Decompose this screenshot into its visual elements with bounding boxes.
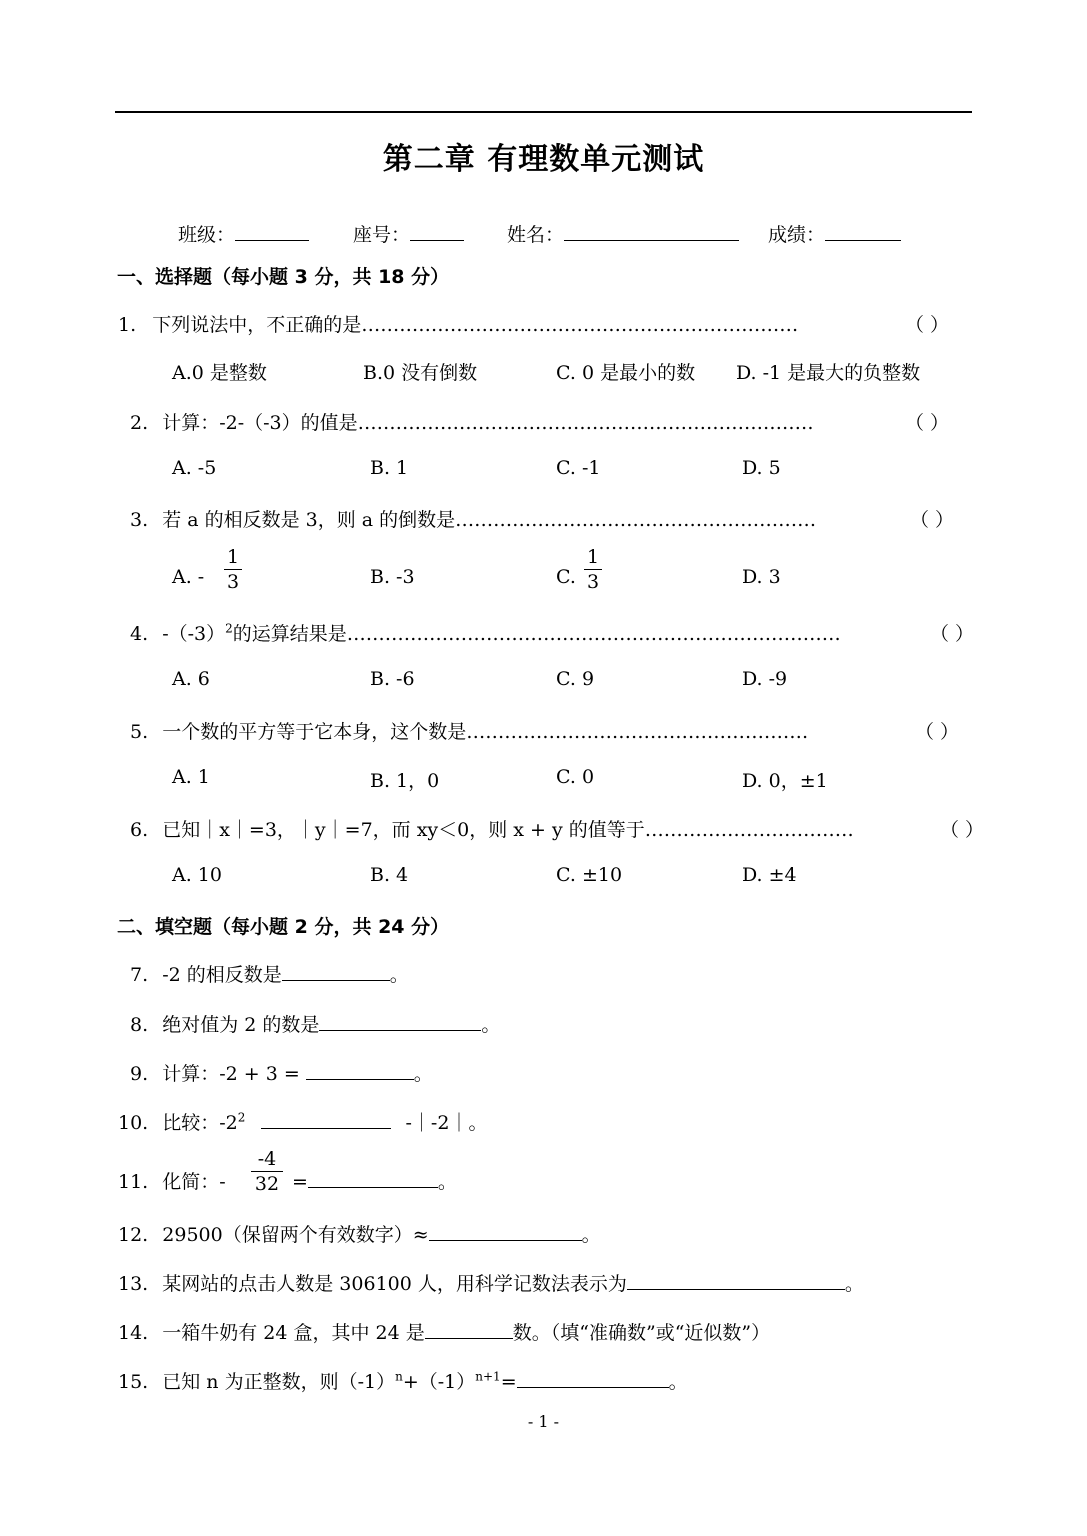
- option-c[interactable]: C.: [556, 566, 576, 588]
- question-10: [118, 1108, 487, 1135]
- question-end: 。: [581, 1224, 601, 1246]
- option-b[interactable]: B. 4: [370, 864, 409, 886]
- question-7: [130, 960, 409, 987]
- fraction-bar: [251, 1171, 283, 1172]
- page-number: - 1 -: [527, 1412, 560, 1431]
- score-label: 成绩：: [768, 224, 826, 246]
- question-text: 已知｜x｜=3，｜y｜=7，而 xy＜0，则 x + y 的值等于……………………………: [162, 819, 854, 841]
- name-label: 姓名：: [507, 224, 565, 246]
- exponent: n+1: [475, 1369, 501, 1384]
- class-blank[interactable]: [235, 222, 309, 241]
- top-rule: [115, 111, 972, 113]
- option-d[interactable]: D. 3: [742, 566, 781, 588]
- question-14: [118, 1318, 770, 1345]
- equals-sign: =: [292, 1171, 308, 1193]
- question-text-mid: +（-1）: [402, 1371, 476, 1393]
- answer-blank[interactable]: [282, 962, 390, 981]
- question-text: 计算：-2 + 3 =: [162, 1063, 306, 1085]
- question-number: 10.: [118, 1112, 149, 1134]
- option-d[interactable]: D. 0，±1: [742, 770, 828, 792]
- answer-blank[interactable]: [429, 1222, 582, 1241]
- question-end: 。: [481, 1014, 501, 1036]
- seat-blank[interactable]: [410, 222, 464, 241]
- answer-paren[interactable]: （ ）: [915, 721, 960, 743]
- question-1: [118, 310, 798, 337]
- question-number: 6.: [130, 819, 149, 841]
- question-text: 比较：-2: [162, 1112, 238, 1134]
- option-a-fraction: [224, 546, 242, 593]
- option-a[interactable]: A. 1: [172, 766, 210, 788]
- question-number: 14.: [118, 1322, 149, 1344]
- question-number: 2.: [130, 412, 149, 434]
- answer-paren[interactable]: （ ）: [910, 509, 955, 531]
- score-field: [768, 220, 901, 247]
- question-13: [118, 1269, 864, 1296]
- question-text: 某网站的点击人数是 306100 人，用科学记数法表示为: [162, 1273, 627, 1295]
- question-text: 下列说法中，不正确的是……………………………………………………………: [152, 314, 799, 336]
- fraction-bar: [224, 569, 242, 570]
- option-c[interactable]: C. ±10: [556, 864, 623, 886]
- section-heading-choice: 一、选择题（每小题 3 分，共 18 分）: [117, 266, 450, 288]
- question-number: 3.: [130, 509, 149, 531]
- answer-paren[interactable]: （ ）: [905, 314, 950, 336]
- question-15: [118, 1367, 688, 1394]
- question-text: 绝对值为 2 的数是: [162, 1014, 320, 1036]
- question-number: 11.: [118, 1171, 149, 1193]
- question-text: 一个数的平方等于它本身，这个数是………………………………………………: [162, 721, 809, 743]
- question-6: [130, 815, 854, 842]
- question-text: 计算：-2-（-3）的值是………………………………………………………………: [162, 412, 814, 434]
- question-text: 一箱牛奶有 24 盒，其中 24 是: [162, 1322, 425, 1344]
- section-heading-fill: 二、填空题（每小题 2 分，共 24 分）: [117, 916, 450, 938]
- question-number: 5.: [130, 721, 149, 743]
- option-c[interactable]: C. 9: [556, 668, 595, 690]
- score-blank[interactable]: [825, 222, 901, 241]
- class-label: 班级：: [178, 224, 236, 246]
- option-b[interactable]: B.0 没有倒数: [363, 362, 478, 384]
- option-c-fraction: [584, 546, 602, 593]
- answer-blank[interactable]: [319, 1012, 481, 1031]
- option-c[interactable]: C. 0: [556, 766, 595, 788]
- option-a[interactable]: A. -5: [172, 457, 217, 479]
- seat-label: 座号：: [353, 224, 411, 246]
- question-text: -2 的相反数是: [162, 964, 282, 986]
- answer-blank[interactable]: [627, 1271, 845, 1290]
- seat-field: [353, 220, 464, 247]
- question-text: 29500（保留两个有效数字）≈: [162, 1224, 429, 1246]
- question-text-post: 的运算结果是……………………………………………………………………: [232, 623, 841, 645]
- answer-blank[interactable]: [306, 1061, 414, 1080]
- question-end: 数。（填“准确数”或“近似数”）: [512, 1322, 771, 1344]
- fraction-bar: [584, 569, 602, 570]
- option-d[interactable]: D. -9: [742, 668, 788, 690]
- option-d[interactable]: D. ±4: [742, 864, 797, 886]
- question-end: 。: [389, 964, 409, 986]
- question-3: [130, 505, 816, 532]
- question-11: [118, 1167, 226, 1194]
- question-number: 15.: [118, 1371, 149, 1393]
- exponent: n: [395, 1369, 403, 1384]
- question-end: 。: [844, 1273, 864, 1295]
- question-2: [130, 408, 814, 435]
- fraction-numerator: -4: [257, 1148, 277, 1170]
- question-end: 。: [437, 1171, 457, 1193]
- option-a[interactable]: A. -: [172, 566, 205, 588]
- question-4: [130, 619, 841, 646]
- question-number: 12.: [118, 1224, 149, 1246]
- option-d[interactable]: D. -1 是最大的负整数: [736, 362, 921, 384]
- question-end: -｜-2｜。: [405, 1112, 488, 1134]
- answer-paren[interactable]: （ ）: [940, 819, 985, 841]
- answer-blank[interactable]: [308, 1169, 438, 1188]
- question-end: 。: [413, 1063, 433, 1085]
- fraction-numerator: 1: [586, 546, 600, 568]
- option-a[interactable]: A.0 是整数: [172, 362, 267, 384]
- option-b[interactable]: B. 1，0: [370, 770, 440, 792]
- option-c[interactable]: C. -1: [556, 457, 601, 479]
- fraction-denominator: 32: [254, 1173, 280, 1195]
- question-number: 9.: [130, 1063, 149, 1085]
- option-b[interactable]: B. -3: [370, 566, 415, 588]
- answer-paren[interactable]: （ ）: [930, 623, 975, 645]
- question-text: 化简：-: [162, 1171, 226, 1193]
- question-end: 。: [668, 1371, 688, 1393]
- option-b[interactable]: B. -6: [370, 668, 415, 690]
- class-field: [178, 220, 309, 247]
- question-12: [118, 1220, 601, 1247]
- question-number: 13.: [118, 1273, 149, 1295]
- question-9: [130, 1059, 433, 1086]
- answer-blank[interactable]: [517, 1369, 669, 1388]
- answer-paren[interactable]: （ ）: [905, 412, 950, 434]
- question-number: 4.: [130, 623, 149, 645]
- question-text-pre: -（-3）: [162, 623, 226, 645]
- option-a[interactable]: A. 10: [172, 864, 222, 886]
- question-number: 7.: [130, 964, 149, 986]
- question-number: 1.: [118, 314, 137, 336]
- fraction-denominator: 3: [226, 571, 240, 593]
- option-c[interactable]: C. 0 是最小的数: [556, 362, 696, 384]
- page-title: 第二章 有理数单元测试: [382, 142, 705, 177]
- option-a[interactable]: A. 6: [172, 668, 210, 690]
- question-11-answer: [292, 1167, 457, 1194]
- option-b[interactable]: B. 1: [370, 457, 409, 479]
- question-number: 8.: [130, 1014, 149, 1036]
- question-5: [130, 717, 808, 744]
- question-text: 已知 n 为正整数，则（-1）: [162, 1371, 396, 1393]
- exponent: 2: [225, 621, 233, 636]
- answer-blank[interactable]: [261, 1110, 391, 1129]
- fraction-numerator: 1: [226, 546, 240, 568]
- name-blank[interactable]: [564, 222, 739, 241]
- question-8: [130, 1010, 500, 1037]
- option-d[interactable]: D. 5: [742, 457, 781, 479]
- question-text: 若 a 的相反数是 3，则 a 的倒数是…………………………………………………: [162, 509, 817, 531]
- name-field: [507, 220, 739, 247]
- fraction-denominator: 3: [586, 571, 600, 593]
- simplify-fraction: [251, 1148, 283, 1195]
- answer-blank[interactable]: [425, 1320, 513, 1339]
- exponent: 2: [237, 1110, 246, 1125]
- equals-sign: =: [500, 1371, 517, 1393]
